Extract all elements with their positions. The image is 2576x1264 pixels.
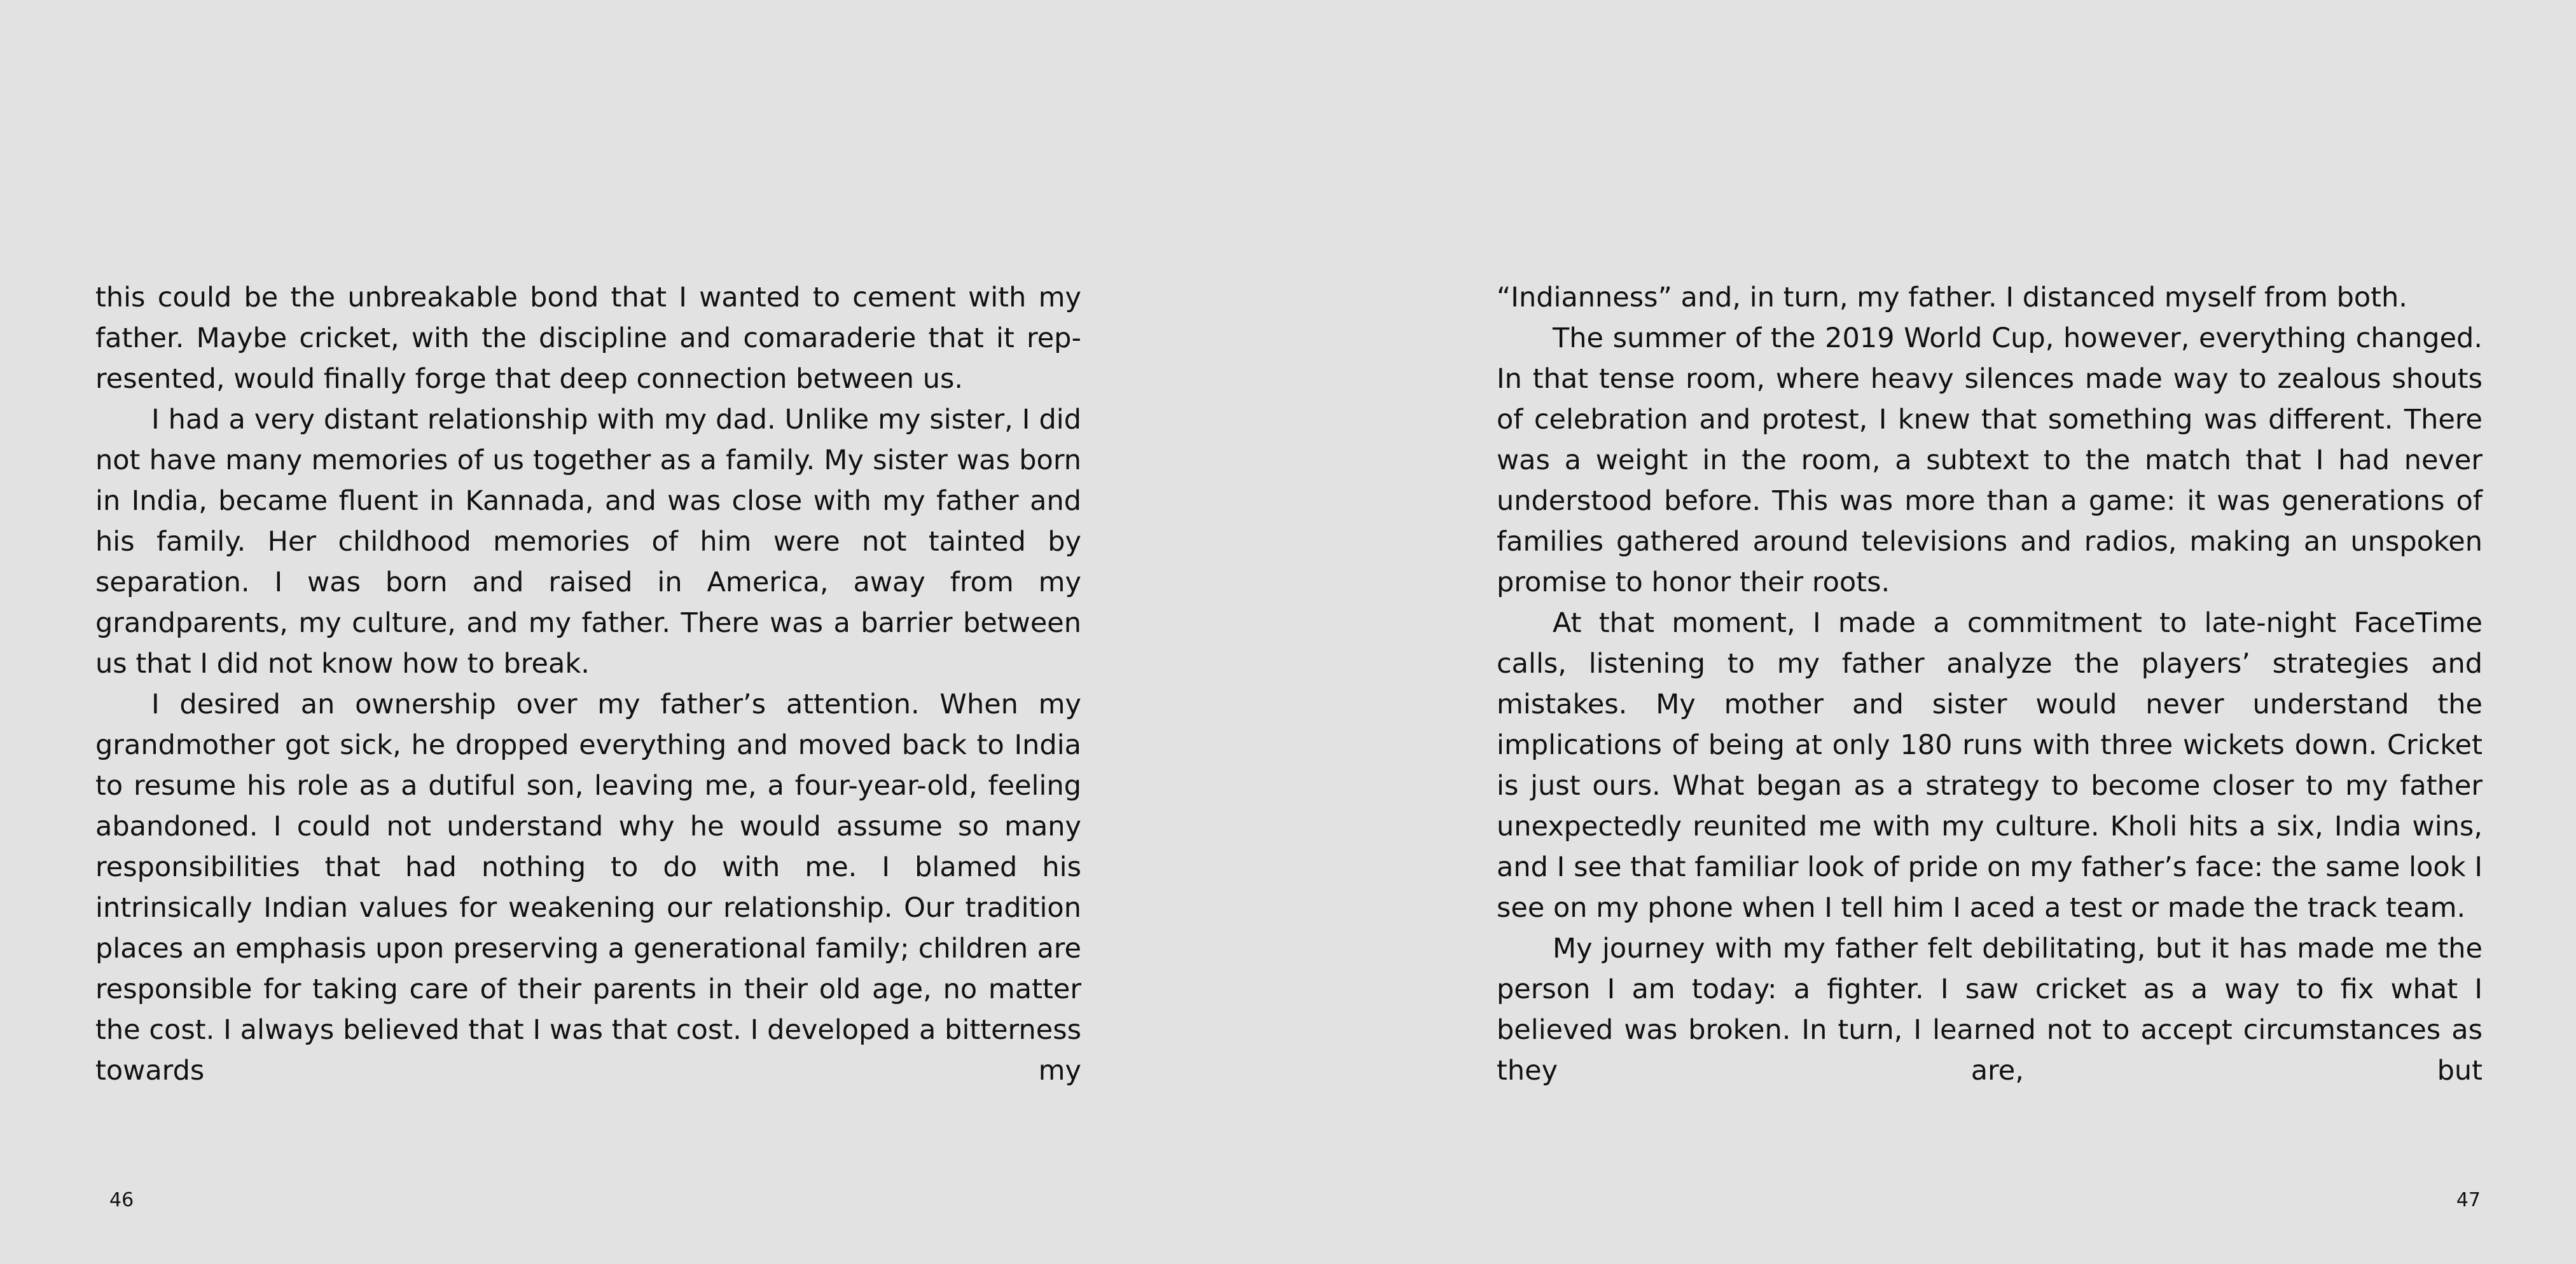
paragraph: At that moment, I made a commitment to late-night FaceTime calls, listening to my father analyze the players’ strategies and mistakes. My mother and sister would never understand the implications of being at only 180 runs with three wickets down. Cricket is just ours. What began as a strategy to become closer to my father unexpectedly reunited me with my culture. Kholi hits a six, India wins, and I see that familiar look of pride on my father’s face: the same look I see on my phone when I tell him I aced a test or made the track team.	[1497, 607, 2483, 924]
right-page	[1288, 0, 2576, 1264]
paragraph: The summer of the 2019 World Cup, however, everything changed. In that tense room, where heavy silences made way to zealous shouts of celebration and protest, I knew that something was different. There was a weight in the room, a subtext to the match that I had never understood before. This was more than a game: it was generations of families gathered around televisions and radios, making an unspoken promise to honor their roots.	[1497, 322, 2483, 598]
paragraph: I desired an ownership over my father’s attention. When my grandmother got sick, he dropped everything and moved back to India to resume his role as a dutiful son, leaving me, a four-year-old, feeling abandoned. I could not understand why he would assume so many responsibilities that had nothing to do with me. I blamed his intrinsically Indian values for weakening our relationship. Our tradition places an emphasis upon preserving a generational family; children are responsible for taking care of their parents in their old age, no matter the cost. I always believed that I was that cost. I developed a bitterness towards my	[95, 689, 1081, 1087]
page-number: 46	[109, 1189, 134, 1211]
right-page-body	[1497, 277, 2483, 1091]
paragraph: I had a very distant relationship with my dad. Unlike my sister, I did not have many memories of us together as a family. My sister was born in India, became fluent in Kannada, and was close with my father and his family. Her childhood memories of him were not tainted by separation. I was born and raised in America, away from my grandparents, my culture, and my father. There was a barrier between us that I did not know how to break.	[95, 404, 1081, 680]
page-number: 47	[2456, 1189, 2481, 1211]
paragraph: My journey with my father felt debilitating, but it has made me the person I am today: a fighter. I saw cricket as a way to fix what I believed was broken. In turn, I learned not to accept circumstances as they are, but	[1497, 933, 2483, 1087]
paragraph: “Indianness” and, in turn, my father. I distanced myself from both.	[1497, 282, 2407, 313]
left-page-body	[95, 277, 1081, 1091]
paragraph: this could be the unbreakable bond that I wanted to cement with my father. Maybe cricket, with the discipline and comaraderie that it rep-resented, would finally forge that deep connection between us.	[95, 282, 1081, 395]
